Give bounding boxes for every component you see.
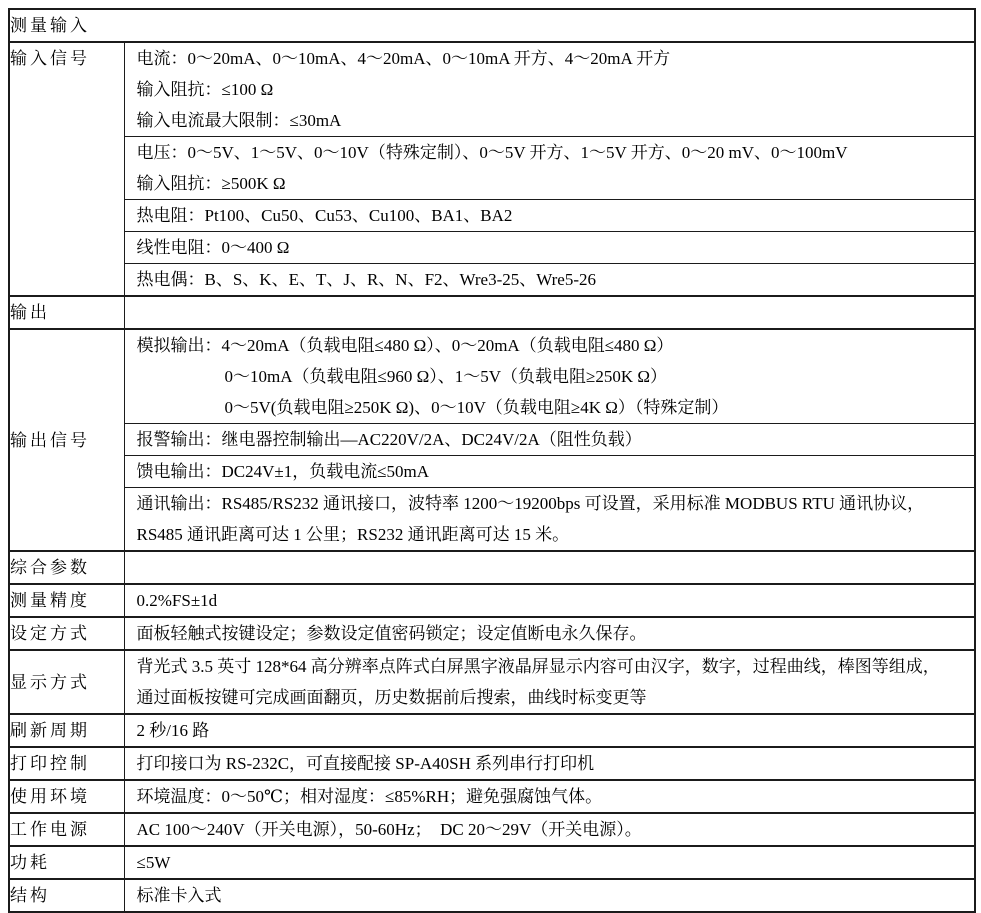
- cell-setting-method: [124, 617, 975, 650]
- spec-line-display-method-2: 通过面板按键可完成画面翻页，历史数据前后搜索，曲线时标变更等: [136, 688, 647, 707]
- row-label-print-control: 打印控制: [9, 747, 124, 780]
- row-measurement-accuracy: [9, 584, 975, 617]
- cell-rtd-input: [124, 200, 975, 232]
- cell-power-supply: [124, 813, 975, 846]
- spec-line-print-control: 打印接口为 RS-232C，可直接配接 SP-A40SH 系列串行打印机: [136, 754, 595, 773]
- row-label-structure: 结构: [9, 879, 124, 912]
- cell-current-input: [124, 42, 975, 137]
- spec-line-operating-environment: 环境温度：0～50℃；相对湿度：≤85%RH；避免强腐蚀气体。: [136, 787, 603, 806]
- row-structure: [9, 879, 975, 912]
- spec-line-transmitter-power-output: 馈电输出：DC24V±1，负载电流≤50mA: [136, 462, 430, 481]
- row-label-input-signal: 输入信号: [9, 42, 124, 296]
- row-communication-output: [9, 488, 975, 552]
- spec-line-communication-output-1: 通讯输出：RS485/RS232 通讯接口，波特率 1200～19200bps 可设置，采用标准 MODBUS RTU 通讯协议，: [136, 494, 925, 513]
- row-rtd-input: [9, 200, 975, 232]
- row-general-parameters: [9, 551, 975, 584]
- spec-line-analog-output-1: 模拟输出：4～20mA（负载电阻≤480 Ω）、0～20mA（负载电阻≤480 Ω）: [136, 336, 674, 355]
- row-linear-resistance-input: [9, 232, 975, 264]
- cell-transmitter-power-output: [124, 456, 975, 488]
- row-refresh-cycle: [9, 714, 975, 747]
- cell-print-control: [124, 747, 975, 780]
- spec-line-alarm-output: 报警输出：继电器控制输出—AC220V/2A、DC24V/2A（阻性负载）: [136, 430, 642, 449]
- row-label-general-parameters: 综合参数: [9, 551, 124, 584]
- cell-voltage-input: [124, 137, 975, 200]
- cell-output-empty: [124, 296, 975, 329]
- row-operating-environment: [9, 780, 975, 813]
- row-label-power-supply: 工作电源: [9, 813, 124, 846]
- row-label-refresh-cycle: 刷新周期: [9, 714, 124, 747]
- row-input-signal: [9, 42, 975, 137]
- spec-line-power-consumption: ≤5W: [136, 853, 171, 872]
- spec-line-structure: 标准卡入式: [136, 886, 222, 905]
- cell-analog-output: [124, 329, 975, 424]
- row-label-display-method: 显示方式: [9, 650, 124, 714]
- cell-measurement-accuracy: [124, 584, 975, 617]
- row-print-control: [9, 747, 975, 780]
- spec-line-power-supply: AC 100～240V（开关电源），50-60Hz； DC 20～29V（开关电源）。: [136, 820, 642, 839]
- cell-display-method: [124, 650, 975, 714]
- spec-line-measurement-accuracy: 0.2%FS±1d: [136, 591, 218, 610]
- row-output-signal: [9, 329, 975, 424]
- spec-table: [8, 8, 976, 913]
- section-header-measurement-input: 测量输入: [9, 9, 975, 42]
- spec-line-voltage: 电压：0～5V、1～5V、0～10V（特殊定制）、0～5V 开方、1～5V 开方、0～20 mV、0～100mV: [136, 143, 848, 162]
- cell-general-parameters-empty: [124, 551, 975, 584]
- row-label-operating-environment: 使用环境: [9, 780, 124, 813]
- spec-line-empty: [125, 297, 975, 328]
- row-label-output-signal: 输出信号: [9, 329, 124, 551]
- spec-line-communication-output-2: RS485 通讯距离可达 1 公里；RS232 通讯距离可达 15 米。: [136, 525, 570, 544]
- row-power-consumption: [9, 846, 975, 879]
- cell-thermocouple-input: [124, 264, 975, 297]
- spec-line-refresh-cycle: 2 秒/16 路: [136, 721, 210, 740]
- section-measurement-input: [9, 9, 975, 42]
- row-output: [9, 296, 975, 329]
- spec-line-empty: [125, 552, 975, 583]
- spec-line-rtd: 热电阻：Pt100、Cu50、Cu53、Cu100、BA1、BA2: [136, 206, 513, 225]
- spec-line-max-input-current: 输入电流最大限制：≤30mA: [136, 111, 342, 130]
- spec-line-current: 电流：0～20mA、0～10mA、4～20mA、0～10mA 开方、4～20mA 开方: [136, 49, 671, 68]
- spec-line-input-impedance-voltage: 输入阻抗：≥500K Ω: [136, 174, 286, 193]
- cell-communication-output: [124, 488, 975, 552]
- spec-line-display-method-1: 背光式 3.5 英寸 128*64 高分辨率点阵式白屏黑字液晶屏显示内容可由汉字，数字，过程曲线，棒图等组成，: [136, 657, 940, 676]
- row-power-supply: [9, 813, 975, 846]
- spec-line-input-impedance-current: 输入阻抗：≤100 Ω: [136, 80, 274, 99]
- cell-power-consumption: [124, 846, 975, 879]
- cell-alarm-output: [124, 424, 975, 456]
- row-label-output: 输出: [9, 296, 124, 329]
- spec-line-analog-output-2: 0～10mA（负载电阻≤960 Ω）、1～5V（负载电阻≥250K Ω）: [224, 367, 667, 386]
- row-setting-method: [9, 617, 975, 650]
- row-transmitter-power-output: [9, 456, 975, 488]
- spec-line-linear-resistance: 线性电阻：0～400 Ω: [136, 238, 290, 257]
- row-label-setting-method: 设定方式: [9, 617, 124, 650]
- row-thermocouple-input: [9, 264, 975, 297]
- row-label-power-consumption: 功耗: [9, 846, 124, 879]
- row-display-method: [9, 650, 975, 714]
- cell-linear-resistance-input: [124, 232, 975, 264]
- row-alarm-output: [9, 424, 975, 456]
- row-voltage-input: [9, 137, 975, 200]
- spec-line-setting-method: 面板轻触式按键设定；参数设定值密码锁定；设定值断电永久保存。: [136, 624, 647, 643]
- spec-line-analog-output-3: 0～5V(负载电阻≥250K Ω)、0～10V（负载电阻≥4K Ω）（特殊定制）: [224, 398, 729, 417]
- row-label-measurement-accuracy: 测量精度: [9, 584, 124, 617]
- cell-refresh-cycle: [124, 714, 975, 747]
- cell-structure: [124, 879, 975, 912]
- cell-operating-environment: [124, 780, 975, 813]
- spec-line-thermocouple: 热电偶：B、S、K、E、T、J、R、N、F2、Wre3-25、Wre5-26: [136, 270, 596, 289]
